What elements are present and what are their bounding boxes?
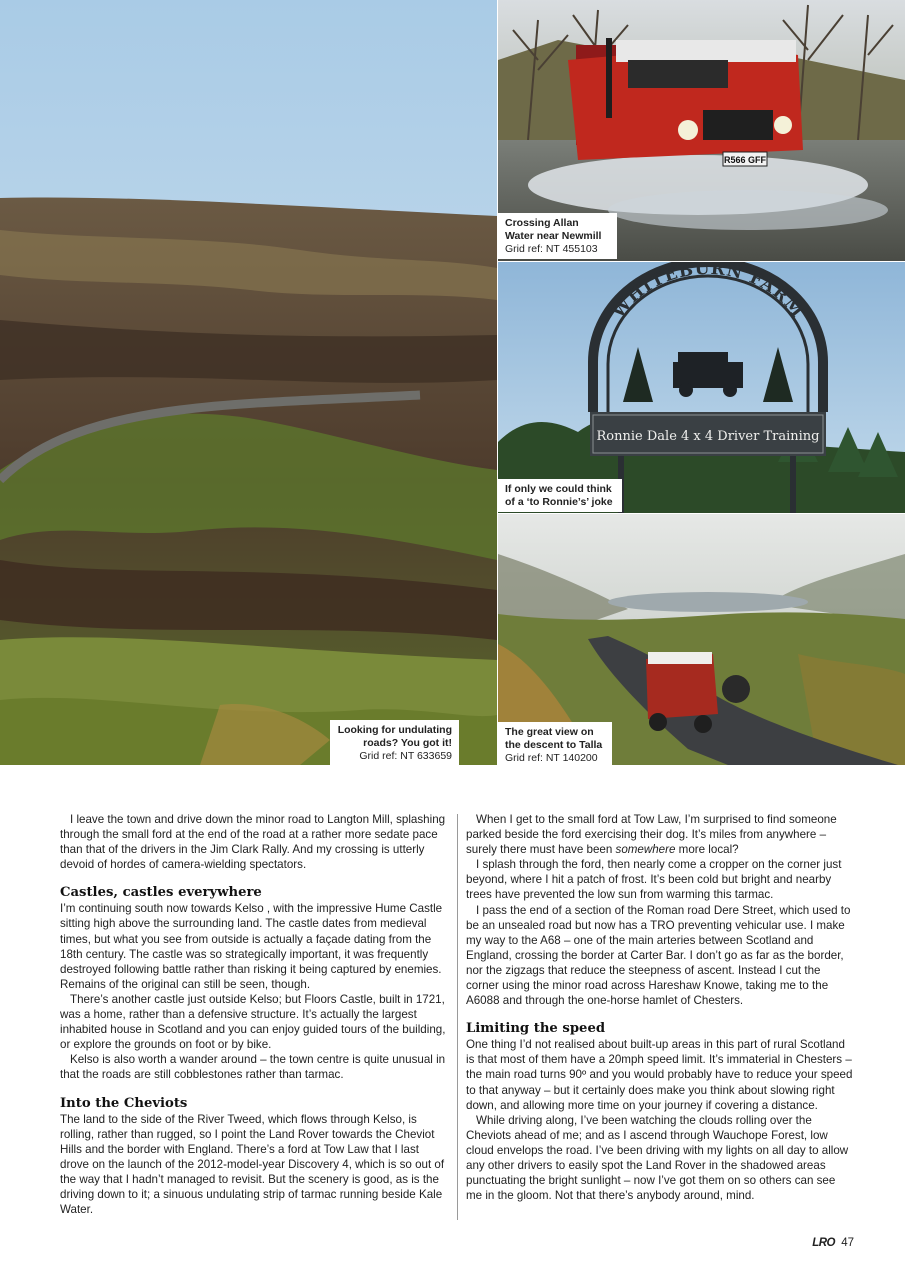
ford-caption [498,213,617,259]
moorland-caption [330,720,459,765]
valley-photo [498,514,905,765]
paragraph: While driving along, I’ve been watching the clouds rolling over the Cheviots ahead of me; and as I ascend through Wauchope Forest, low cloud envelops the road. I’ve been driving with my lights on all day to allow any other drivers to easily spot the Land Rover in the shadowed areas punctuating the bright sunlight – now I’ve got them on so others can see me in the gloom. Not that there’s anybody around, mind. [466,1113,849,1203]
caption-grid-ref: Grid ref: NT 140200 [505,752,598,764]
sign-photo [498,262,905,513]
caption-grid-ref: Grid ref: NT 455103 [505,243,598,255]
paragraph: Kelso is also worth a wander around – the town centre is quite unusual in that the roads are still cobblestones rather than tarmac. [60,1053,446,1082]
paragraph-text: When I get to the small ford at Tow Law, I’m surprised to find someone parked beside the ford exercising their dog. It’s miles from anywhere – surely there must have been [466,813,837,857]
right-text-column [466,812,854,1203]
paragraph-text: more local? [675,843,739,857]
left-text-column [60,812,448,1217]
sign-caption [498,479,622,512]
subheading: Limiting the speed [466,1021,606,1037]
paragraph: I splash through the ford, then nearly come a cropper on the corner just beyond, where I hit a patch of frost. It’s been cold but bright and nearby trees have prevented the low sun from warming this tarmac. [466,858,842,902]
magazine-logo: LRO [812,1237,835,1249]
paragraph: One thing I’d not realised about built-up areas in this part of rural Scotland is that most of them have a 20mph speed limit. It’s immaterial in Chesters – the main road turns 90º and you would probably have to reduce your speed to that anyway – but it certainly does make you think about slowing right down, and allowing more time on your journey if covering a distance. [466,1038,853,1112]
caption-title: Looking for undulating roads? You got it! [337,724,452,749]
caption-title: If only we could think of a ‘to Ronnie’s’ joke [505,483,613,508]
sign-board-text: Ronnie Dale 4 x 4 Driver Training [596,429,820,444]
column-divider [457,814,458,1220]
number-plate-text: R566 GFF [723,155,767,165]
paragraph: There’s another castle just outside Kelso; but Floors Castle, built in 1721, was a home, rather than a defensive structure. It’s actually the largest inhabited house in Scotland and you can enjoy guided tours of the building, or explore the grounds on foot or by bike. [60,992,446,1052]
page-number: 47 [841,1237,854,1249]
subheading: Castles, castles everywhere [60,885,262,901]
paragraph: The land to the side of the River Tweed, which flows through Kelso, is rolling, rather than rugged, so I point the Land Rover towards the Cheviot Hills and the border with England. There’s a ford at Tow Law that I last drove on the launch of the 2012-model-year Discovery 4, which is so out of the way that I hadn’t managed to revisit. But the scenery is good, as is the driving down to it; a sinuous undulating strip of tarmac running beside Kale Water. [60,1112,445,1217]
paragraph: I leave the town and drive down the minor road to Langton Mill, splashing through the small ford at the end of the road at a rather more sedate pace than that of the drivers in the Jim Clark Rally. And my crossing is utterly devoid of hordes of camera-wielding spectators. [60,813,446,872]
caption-title: Crossing Allan Water near Newmill [505,217,602,242]
paragraph: I pass the end of a section of the Roman road Dere Street, which used to be an unsealed road but now has a TRO preventing vehicular use. I make my way to the A68 – one of the main arteries between Scotland and England, crossing the border at Carter Bar. I don’t go as far as the border, nor the zigzags that reduce the steepness of ascent. Instead I cut the corner using the minor road across Hareshaw Knowe, taking me to the A6088 and through the one-horse hamlet of Chesters. [466,903,851,1008]
ford-photo [498,0,905,261]
paragraph [466,812,854,857]
valley-caption [498,722,612,765]
paragraph: I’m continuing south now towards Kelso , with the impressive Hume Castle sitting high above the surrounding land. The castle dates from medieval times, but what you see from outside is actually a façade dating from the 18th century. The castle was so strategically important, it was frequently destroyed following battle rather than risking it being captured by enemies. Remains of the original can still be seen, though. [60,902,443,991]
sign-arch-text: WHITEBURN FARM [608,262,808,323]
page-folio [812,1237,854,1249]
emphasis-text: somewhere [615,843,676,857]
caption-grid-ref: Grid ref: NT 633659 [359,750,452,762]
subheading: Into the Cheviots [60,1095,188,1111]
caption-title: The great view on the descent to Talla [505,726,603,751]
moorland-photo [0,0,497,765]
